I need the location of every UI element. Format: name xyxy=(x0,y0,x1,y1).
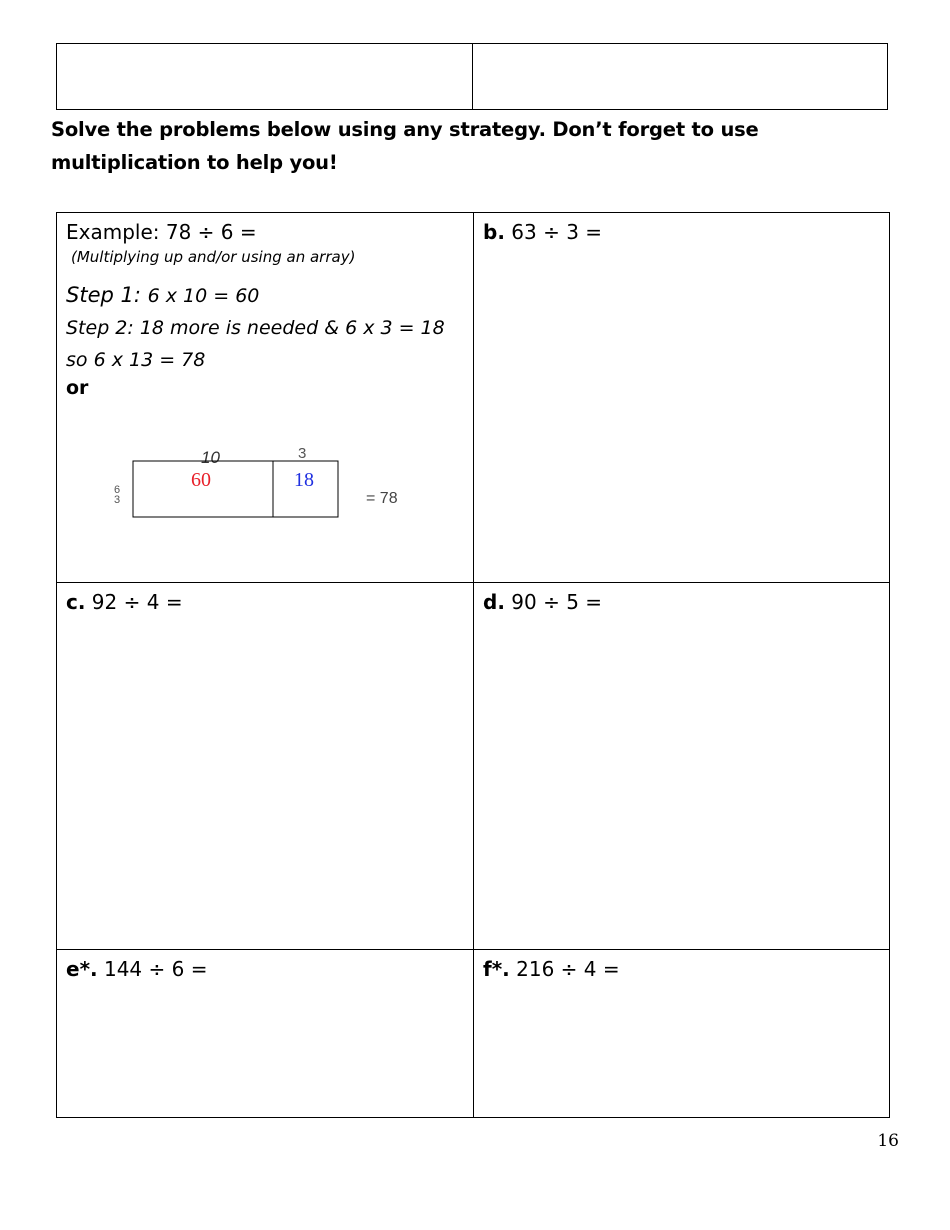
array-total: = 78 xyxy=(366,490,398,507)
problem-f-letter: f*. xyxy=(483,957,510,981)
grid-row-3 xyxy=(57,949,889,1117)
array-value-2: 18 xyxy=(294,469,314,491)
top-table-cell-left xyxy=(57,44,472,109)
problem-d-cell xyxy=(473,583,889,949)
array-value-1: 60 xyxy=(191,469,211,491)
example-cell xyxy=(57,213,473,582)
problem-e-cell xyxy=(57,950,473,1117)
problem-f-expr: 216 ÷ 4 = xyxy=(509,957,620,981)
problem-d-expr: 90 ÷ 5 = xyxy=(504,590,603,614)
problem-f xyxy=(483,956,880,982)
array-col1-label: 10 xyxy=(201,448,220,467)
problem-c xyxy=(66,589,464,615)
grid-row-2 xyxy=(57,582,889,949)
top-table-cell-right xyxy=(472,44,888,109)
example-subtitle: (Multiplying up and/or using an array) xyxy=(71,248,356,266)
example-step-2-cont: so 6 x 13 = 78 xyxy=(66,349,206,371)
problem-f-cell xyxy=(473,950,889,1117)
step-1-lead: Step 1: xyxy=(66,283,148,307)
array-row-label-bottom: 3 xyxy=(114,494,121,506)
problem-c-letter: c. xyxy=(66,590,86,614)
problem-c-cell xyxy=(57,583,473,949)
array-row-label-top: 6 xyxy=(114,484,121,496)
page-number: 16 xyxy=(877,1131,899,1151)
example-step-2: Step 2: 18 more is needed & 6 x 3 = 18 xyxy=(66,317,445,339)
problem-e xyxy=(66,956,464,982)
array-diagram xyxy=(113,441,413,531)
instructions-heading: Solve the problems below using any strategy. Don’t forget to use multiplication to help you! xyxy=(51,118,759,174)
array-col2-label: 3 xyxy=(298,445,307,462)
problem-b-cell xyxy=(473,213,889,582)
problem-grid xyxy=(56,212,890,1118)
problem-b xyxy=(483,219,880,245)
example-steps xyxy=(66,279,464,376)
problem-d xyxy=(483,589,880,615)
example-or: or xyxy=(66,377,89,399)
example-title: Example: 78 ÷ 6 = xyxy=(66,220,257,244)
step-1-rest: 6 x 10 = 60 xyxy=(147,285,260,307)
problem-e-expr: 144 ÷ 6 = xyxy=(97,957,208,981)
problem-e-letter: e*. xyxy=(66,957,98,981)
problem-d-letter: d. xyxy=(483,590,505,614)
problem-b-expr: 63 ÷ 3 = xyxy=(504,220,603,244)
problem-c-expr: 92 ÷ 4 = xyxy=(85,590,183,614)
top-answer-table xyxy=(56,43,888,110)
example-step-1 xyxy=(66,279,464,312)
problem-b-letter: b. xyxy=(483,220,505,244)
grid-row-1 xyxy=(57,213,889,582)
